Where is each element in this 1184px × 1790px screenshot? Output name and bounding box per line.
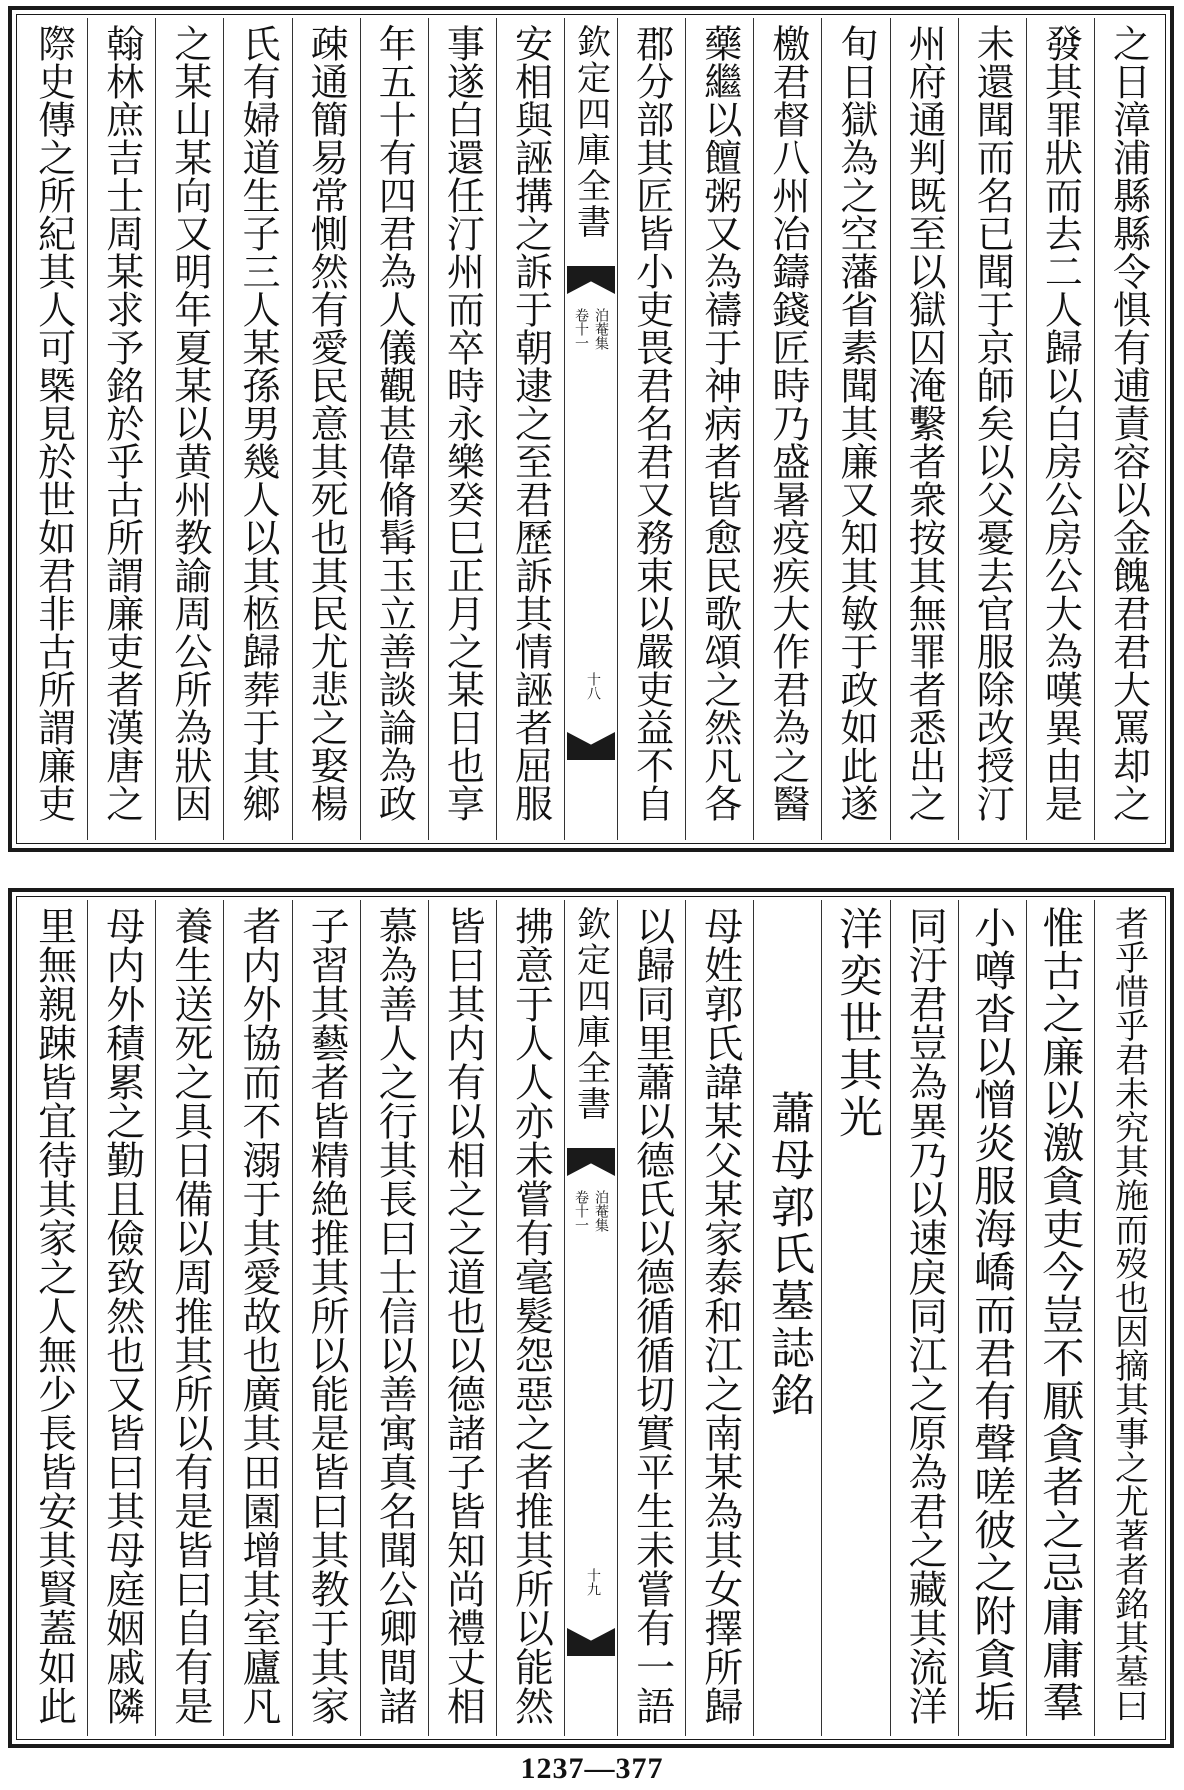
- text-column: [428, 18, 496, 840]
- column-text: 小噂沓以憎炎服海嶠而君有聲嗟彼之附貪垢: [968, 906, 1018, 1723]
- column-text: 檄君督八州冶鑄錢匠時乃盛暑疫疾大作君為之醫: [765, 24, 810, 822]
- text-column: [292, 18, 360, 840]
- column-text: 州府通判既至以獄囚淹繫者衆按其無罪者悉出之: [902, 24, 947, 822]
- text-column: [958, 900, 1026, 1736]
- column-text: 慕為善人之行其長曰士信以善寓真名聞公卿間諸: [372, 906, 418, 1725]
- column-text: 子習其藝者皆精絶推其所以能是皆曰其教于其家: [304, 906, 350, 1725]
- text-column: [155, 18, 223, 840]
- text-column: [428, 900, 496, 1736]
- column-text: 年五十有四君為人儀觀甚偉脩髯玉立善談論為政: [372, 24, 417, 822]
- text-column: [496, 900, 564, 1736]
- volume-label: 卷十一: [573, 308, 589, 350]
- top-page-panel: [8, 6, 1174, 852]
- text-column: [292, 900, 360, 1736]
- page-number-footer: 1237—377: [520, 1752, 664, 1785]
- column-text: 際史傳之所紀其人可槩見於世如君非古所謂廉吏: [31, 24, 76, 822]
- fishtail-mark-icon: [567, 1148, 615, 1176]
- text-column: [821, 900, 889, 1736]
- text-column: [20, 18, 87, 840]
- column-text: 同汙君豈為異乃以速戾同江之原為君之藏其流洋: [902, 906, 948, 1725]
- column-text: 養生送死之具日備以周推其所以有是皆曰自有是: [167, 906, 213, 1725]
- column-text: 安相與誣搆之訴于朝逮之至君歷訴其情誣者屈服: [508, 24, 553, 822]
- text-column: [753, 18, 821, 840]
- text-column: [1094, 900, 1162, 1736]
- section-heading: 蕭母郭氏墓誌銘: [762, 1090, 814, 1419]
- column-text: 者内外協而不溺于其愛故也廣其田園增其室廬凡: [235, 906, 281, 1725]
- column-text: 之日漳浦縣縣令惧有逋責容以金餽君君大罵却之: [1106, 24, 1151, 822]
- fishtail-mark-icon: [567, 732, 615, 760]
- column-text: 里無親踈皆宜待其家之人無少長皆安其賢蓋如此: [31, 906, 77, 1725]
- column-text: 事遂白還任汀州而卒時永樂癸巳正月之某日也享: [440, 24, 485, 822]
- text-column: [87, 900, 155, 1736]
- text-column: [87, 18, 155, 840]
- text-column: [1094, 18, 1162, 840]
- column-text: 以歸同里蕭以德氏以德循循切實平生未嘗有一語: [629, 906, 675, 1725]
- text-column: [685, 900, 753, 1736]
- text-column: [155, 900, 223, 1736]
- text-column: [1026, 18, 1094, 840]
- collection-title: 欽定四庫全書: [570, 906, 611, 1122]
- text-column: [20, 900, 87, 1736]
- volume-label: 卷十一: [573, 1190, 589, 1232]
- column-text: 未還聞而名已聞于京師矣以父憂去官服除改授汀: [970, 24, 1015, 822]
- column-text: 之某山某向又明年夏某以黄州教諭周公所為狀因: [167, 24, 212, 822]
- text-column: [223, 900, 291, 1736]
- column-text: 氏有婦道生子三人某孫男幾人以其柩歸葬于其鄉: [235, 24, 280, 822]
- text-column: [821, 18, 889, 840]
- collection-title: 欽定四庫全書: [570, 24, 611, 240]
- column-text: 藥繼以饘粥又為禱于神病者皆愈民歌頌之然凡各: [697, 24, 742, 822]
- column-text: 惟古之廉以激貪吏今豈不厭貪者之忌庸庸羣: [1036, 906, 1086, 1723]
- column-text: 郡分部其匠皆小吏畏君名君又務束以嚴吏益不自: [629, 24, 674, 822]
- column-text: 拂意于人人亦未嘗有毫髮怨惡之者推其所以能然: [508, 906, 554, 1725]
- column-text: 洋奕世其光: [830, 906, 882, 1141]
- book-title: 泊菴集: [593, 308, 609, 350]
- book-title: 泊菴集: [593, 1190, 609, 1232]
- text-column: [360, 900, 428, 1736]
- text-column: [617, 900, 685, 1736]
- fishtail-mark-icon: [567, 266, 615, 294]
- leaf-number: 十八: [585, 672, 601, 700]
- bottom-text-columns: [20, 900, 1162, 1736]
- text-column: [223, 18, 291, 840]
- bottom-page-panel: [8, 888, 1174, 1748]
- center-spine: [564, 900, 617, 1736]
- text-column: [1026, 900, 1094, 1736]
- column-text: 發其罪狀而去二人歸以白房公房公大為嘆異由是: [1038, 24, 1083, 822]
- text-column: [685, 18, 753, 840]
- column-text: 皆曰其内有以相之之道也以德諸子皆知尚禮丈相: [440, 906, 486, 1725]
- column-text: 翰林庶吉士周某求予銘於乎古所謂廉吏者漢唐之: [99, 24, 144, 822]
- column-text: 疎通簡易常惻然有愛民意其死也其民尤悲之娶楊: [304, 24, 349, 822]
- text-column: [890, 900, 958, 1736]
- text-column: [496, 18, 564, 840]
- text-column: [617, 18, 685, 840]
- text-column: [753, 900, 821, 1736]
- top-text-columns: [20, 18, 1162, 840]
- column-text: 母姓郭氏諱某父某家泰和江之南某為其女擇所歸: [697, 906, 743, 1725]
- text-column: [958, 18, 1026, 840]
- text-column: [890, 18, 958, 840]
- center-spine: [564, 18, 617, 840]
- column-text: 者乎惜乎君未究其施而歿也因摘其事之尤著者銘其墓曰: [1108, 906, 1149, 1722]
- column-text: 母内外積累之勤且儉致然也又皆曰其母庭姻戚隣: [99, 906, 145, 1725]
- leaf-number: 十九: [585, 1568, 601, 1596]
- text-column: [360, 18, 428, 840]
- fishtail-mark-icon: [567, 1628, 615, 1656]
- column-text: 旬日獄為之空藩省素聞其廉又知其敏于政如此遂: [833, 24, 878, 822]
